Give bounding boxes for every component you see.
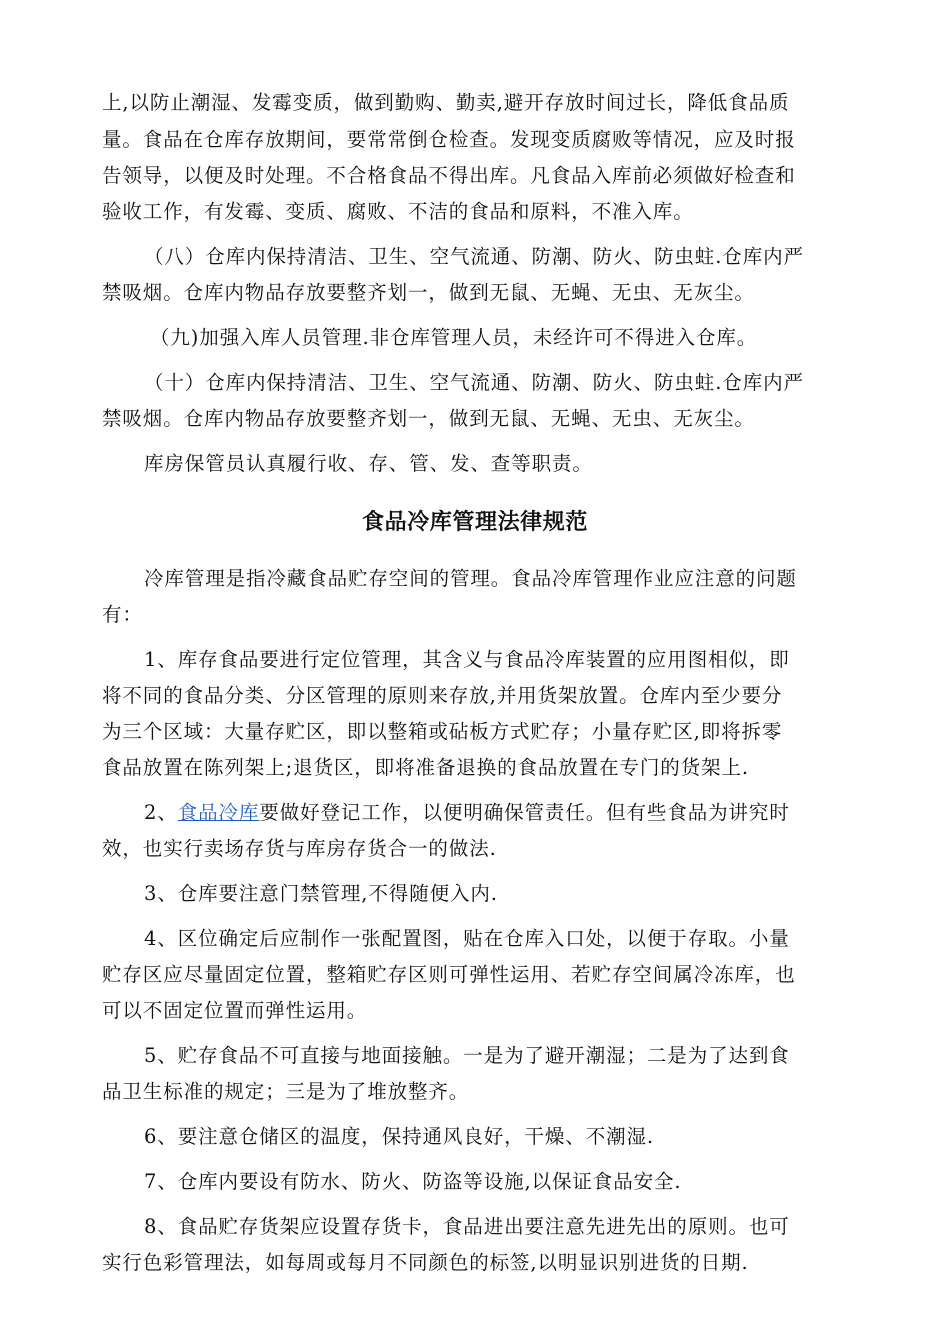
text-line: 库房保管员认真履行收、存、管、发、查等职责。 (144, 452, 593, 475)
text-line: 贮存区应尽量固定位置，整箱贮存区则可弹性运用、若贮存空间属冷冻库，也 (102, 963, 796, 986)
text-line (144, 801, 790, 825)
item-prefix: 2、 (144, 801, 178, 824)
text-line: 有： (102, 603, 143, 626)
text-line: 4、区位确定后应制作一张配置图，贴在仓库入口处，以便于存取。小量 (144, 927, 790, 950)
cold-storage-link[interactable]: 食品冷库 (177, 801, 260, 824)
text-line: 6、要注意仓储区的温度，保持通风良好，干燥、不潮湿. (144, 1125, 655, 1148)
text-line: 7、仓库内要设有防水、防火、防盗等设施,以保证食品安全. (144, 1170, 682, 1193)
text-line: 将不同的食品分类、分区管理的原则来存放,并用货架放置。仓库内至少要分 (102, 684, 783, 707)
text-line: 可以不固定位置而弹性运用。 (102, 999, 368, 1022)
text-line: 为三个区域：大量存贮区，即以整箱或砧板方式贮存；小量存贮区,即将拆零 (102, 720, 783, 743)
text-line: （九)加强入库人员管理.非仓库管理人员，未经许可不得进入仓库。 (150, 326, 758, 349)
section-heading: 食品冷库管理法律规范 (361, 510, 588, 535)
text-line: 禁吸烟。仓库内物品存放要整齐划一，做到无鼠、无蝇、无虫、无灰尘。 (102, 281, 755, 304)
text-line: 量。食品在仓库存放期间，要常常倒仓检查。发现变质腐败等情况，应及时报 (102, 128, 796, 151)
text-line: 1、库存食品要进行定位管理，其含义与食品冷库装置的应用图相似，即 (144, 648, 790, 671)
text-line: 5、贮存食品不可直接与地面接触。一是为了避开潮湿；二是为了达到食 (144, 1044, 790, 1067)
text-line: 8、食品贮存货架应设置存货卡，食品进出要注意先进先出的原则。也可 (144, 1215, 790, 1238)
text-line: 实行色彩管理法，如每周或每月不同颜色的标签,以明显识别进货的日期. (102, 1251, 749, 1274)
text-line: 冷库管理是指冷藏食品贮存空间的管理。食品冷库管理作业应注意的问题 (144, 567, 797, 590)
text-line: （八）仓库内保持清洁、卫生、空气流通、防潮、防火、防虫蛀.仓库内严 (144, 245, 804, 268)
text-line: 品卫生标准的规定；三是为了堆放整齐。 (102, 1080, 470, 1103)
text-line: 食品放置在陈列架上;退货区，即将准备退换的食品放置在专门的货架上. (102, 756, 749, 779)
text-line: 上,以防止潮湿、发霉变质，做到勤购、勤卖,避开存放时间过长，降低食品质 (102, 91, 790, 114)
text-line: （十）仓库内保持清洁、卫生、空气流通、防潮、防火、防虫蛀.仓库内严 (144, 371, 804, 394)
text-line: 3、仓库要注意门禁管理,不得随便入内. (144, 882, 498, 905)
text-line: 验收工作，有发霉、变质、腐败、不洁的食品和原料，不准入库。 (102, 200, 694, 223)
text-line: 禁吸烟。仓库内物品存放要整齐划一，做到无鼠、无蝇、无虫、无灰尘。 (102, 407, 755, 430)
text-line: 告领导，以便及时处理。不合格食品不得出库。凡食品入库前必须做好检查和 (102, 164, 796, 187)
item-text: 要做好登记工作，以便明确保管责任。但有些食品为讲究时 (259, 801, 790, 824)
text-line: 效，也实行卖场存货与库房存货合一的做法. (102, 837, 497, 860)
